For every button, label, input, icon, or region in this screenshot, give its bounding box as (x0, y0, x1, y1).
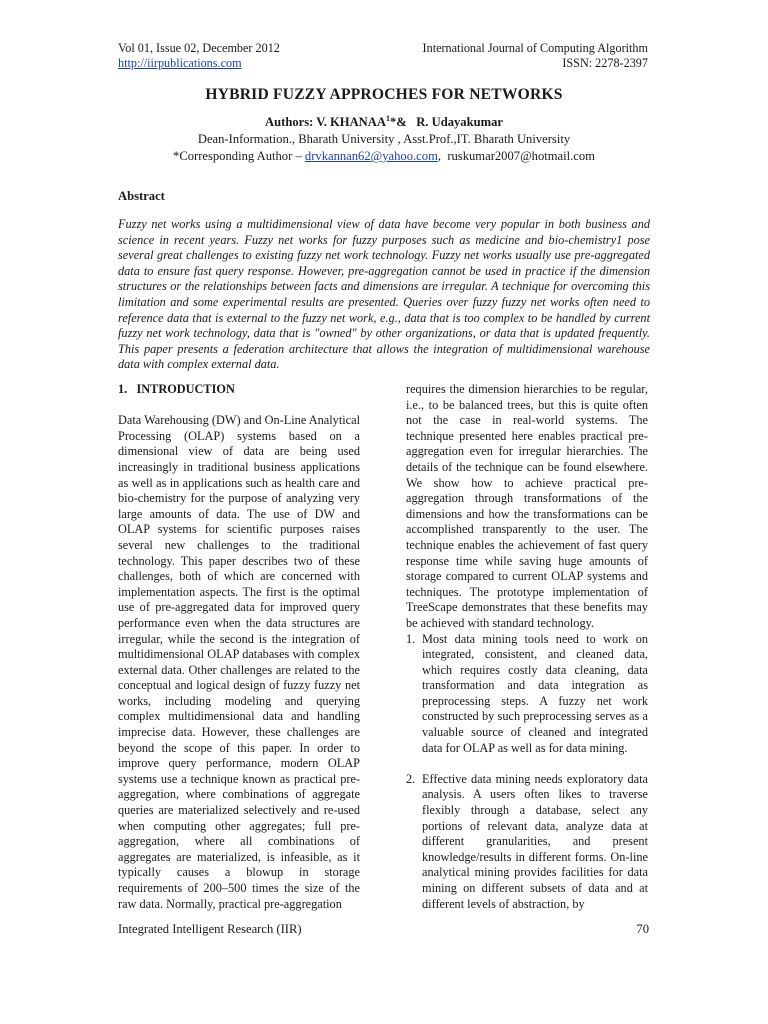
affiliation: Dean-Information., Bharath University , Asst.Prof.,IT. Bharath University (197, 132, 571, 147)
running-footer-left: Integrated Intelligent Research (IIR) (118, 922, 302, 936)
section-heading: 1. INTRODUCTION (118, 382, 235, 396)
corresponding-line (0, 148, 768, 165)
paper-title: HYBRID FUZZY APPROCHES FOR NETWORKS (205, 86, 563, 103)
volume-issue: Vol 01, Issue 02, December 2012 (118, 41, 280, 55)
list-item (406, 632, 648, 757)
list-item-text: Most data mining tools need to work on integrated, consistent, and cleaned data, which requires costly data cleaning, data transformation and data integration as preprocessing steps. A fuzzy net work constructed by such preprocessing serves as a valuable source of cleaned and integrated data for OLAP as well as for data mining. (422, 631, 648, 755)
right-column (406, 382, 648, 912)
numbered-list (406, 632, 648, 913)
journal-name: International Journal of Computing Algorithm (422, 41, 648, 55)
corresponding-email-link[interactable]: drvkannan62@yahoo.com (304, 149, 438, 164)
left-column (118, 382, 360, 912)
list-item-number: 1. (406, 631, 416, 646)
corresponding-email-2: , ruskumar2007@hotmail.com (437, 149, 595, 164)
abstract-heading: Abstract (118, 189, 165, 203)
author-label: Authors: V. KHANAA (265, 115, 386, 130)
author-sup: 1 (385, 114, 390, 123)
list-item (406, 772, 648, 912)
publisher-link[interactable]: http://iirpublications.com (118, 56, 242, 70)
intro-paragraph-right: requires the dimension hierarchies to be regular, i.e., to be balanced trees, but this is quite often not the case in real-world systems. The technique presented here enables practical pre-aggregation even for irregular hierarchies. The details of the technique can be found elsewhere. We show how to achieve practical pre-aggregation through transformations of the dimensions and how the transformations can be accomplished transparently to the user. The technique enables the achievement of fast query response time while saving huge amounts of storage compared to current OLAP systems and techniques. The prototype implementation of TreeScape demonstrates that these benefits may be achieved with standard technology. (406, 382, 648, 630)
intro-paragraph-left: Data Warehousing (DW) and On-Line Analytical Processing (OLAP) systems based on a dimensional view of data are being used increasingly in traditional business applications as well as in applications such as health care and bio-chemistry for the purpose of analyzing very large amounts of data. The use of DW and OLAP systems for scientific purposes raises several new challenges to the traditional technology. This paper describes two of these challenges, both of which are concerned with implementation aspects. The first is the optimal use of pre-aggregated data for improved query performance even when the data structures are irregular, while the second is the integration of multidimensional OLAP databases with complex external data. Other challenges are related to the conceptual and logical design of fuzzy fuzzy net works, including modeling and querying complex multidimensional data and handling imprecise data. However, these challenges are beyond the scope of this paper. In order to improve query performance, modern OLAP systems use a technique known as practical pre-aggregation, where combinations of aggregate queries are materialized selectively and re-used when computing other aggregates; full pre-aggregation, where all combinations of aggregates are materialized, is infeasible, as it typically causes a blowup in storage requirements of 200–500 times the size of the raw data. Normally, practical pre-aggregation (118, 413, 360, 911)
running-header-right (423, 41, 648, 71)
running-header-left (118, 41, 280, 71)
author-second: *& R. Udayakumar (389, 115, 503, 130)
author-line (0, 110, 768, 131)
page-number: 70 (636, 922, 649, 936)
issn: ISSN: 2278-2397 (562, 56, 648, 70)
corresponding-prefix: *Corresponding Author – (173, 149, 305, 164)
author-block (0, 110, 768, 165)
abstract-text: Fuzzy net works using a multidimensional view of data have become very popular in both business and science in recent years. Fuzzy net works for fuzzy purposes such as medicine and bio-chemistry1 pose several great challenges to existing fuzzy net work technology. Fuzzy net works usually use pre-aggregated data to ensure fast query response. However, pre-aggregation cannot be used in practice if the dimension structures or the relationships between facts and dimensions are irregular. A technique for overcoming this limitation and some experimental results are presented. Queries over fuzzy fuzzy net works often need to reference data that is external to the fuzzy net work, e.g., data that is too complex to be handled by current fuzzy net work technology, data that is "owned" by other organizations, or data that is updated frequently. This paper presents a federation architecture that allows the integration of multidimensional warehouse data with complex external data. (118, 217, 650, 372)
list-item-text: Effective data mining needs exploratory data analysis. A users often likes to traverse flexibly through a database, select any portions of relevant data, analyze data at different granularities, and present knowledge/results in different forms. On-line analytical mining provides facilities for data mining on different subsets of data and at different levels of abstraction, by (422, 771, 648, 911)
list-item-number: 2. (406, 771, 416, 786)
